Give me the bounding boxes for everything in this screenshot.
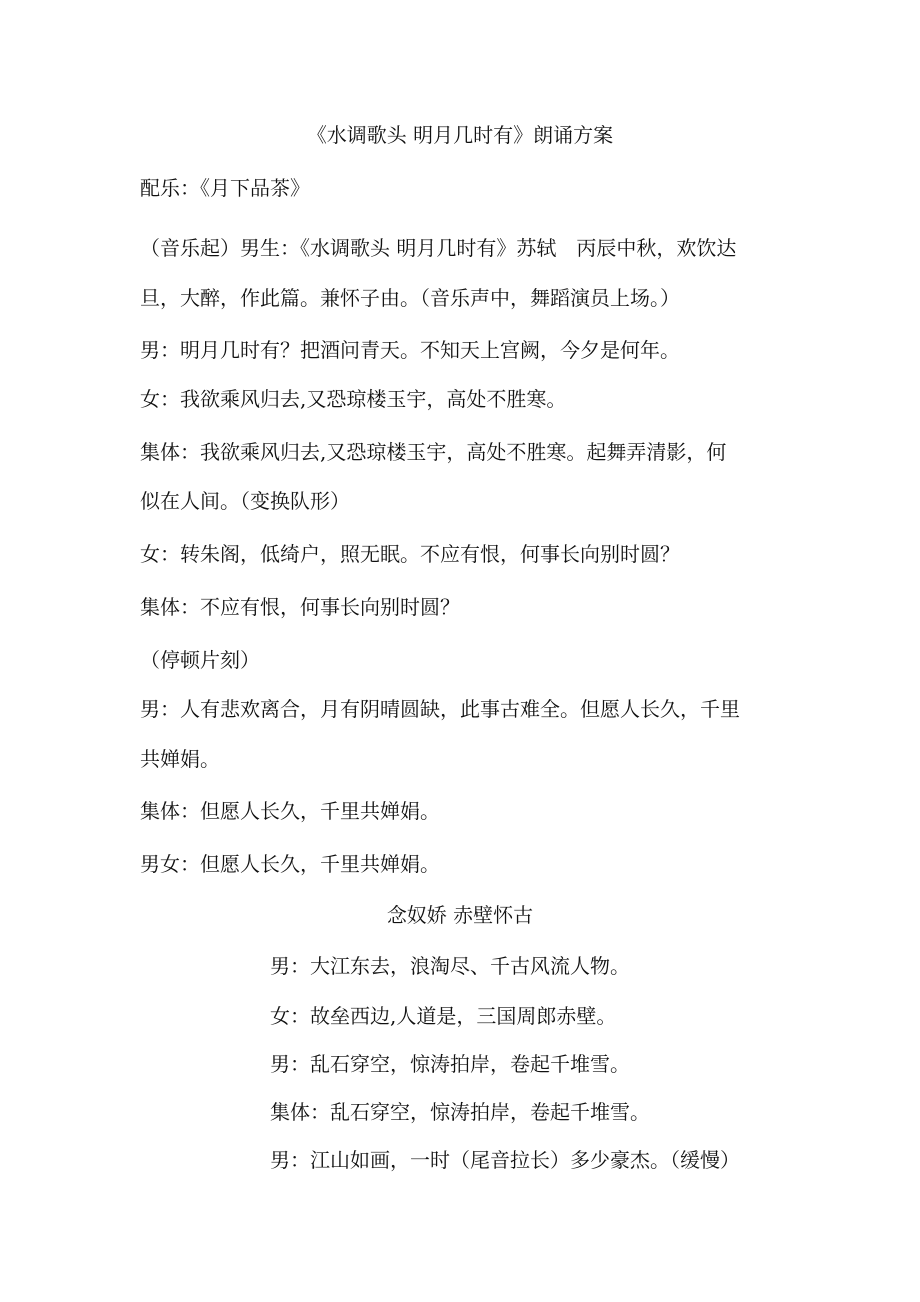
text-line: 女：我欲乘风归去,又恐琼楼玉宇，高处不胜寒。	[140, 387, 567, 411]
poem-line: 女：故垒西边,人道是，三国周郎赤壁。	[270, 1004, 617, 1028]
text-line: 共婵娟。	[140, 747, 220, 771]
text-line: 旦，大醉，作此篇。兼怀子由。（音乐声中，舞蹈演员上场。）	[140, 286, 680, 310]
document-title: 《水调歌头 明月几时有》朗诵方案	[306, 123, 614, 147]
text-line: 集体：我欲乘风归去,又恐琼楼玉宇，高处不胜寒。起舞弄清影，何	[140, 440, 727, 464]
music-line: 配乐：《月下品茶》	[140, 176, 310, 200]
poem-line: 集体：乱石穿空，惊涛拍岸，卷起千堆雪。	[270, 1100, 650, 1124]
text-line: 集体：但愿人长久，千里共婵娟。	[140, 799, 440, 823]
text-line: （音乐起）男生：《水调歌头 明月几时有》苏轼 丙辰中秋，欢饮达	[140, 236, 737, 260]
poem-title: 念奴娇 赤壁怀古	[386, 903, 534, 927]
text-line: 女：转朱阁，低绮户，照无眠。不应有恨，何事长向别时圆？	[140, 542, 680, 566]
poem-line: 男：大江东去，浪淘尽、千古风流人物。	[270, 954, 630, 978]
poem-line: 男：乱石穿空，惊涛拍岸，卷起千堆雪。	[270, 1052, 630, 1076]
text-line: 男：人有悲欢离合，月有阴晴圆缺，此事古难全。但愿人长久，千里	[140, 697, 740, 721]
poem-line: 男：江山如画，一时（尾音拉长）多少豪杰。（缓慢）	[270, 1148, 740, 1172]
text-line: （停顿片刻）	[140, 648, 260, 672]
text-line: 似在人间。（变换队形）	[140, 489, 350, 513]
text-line: 集体：不应有恨，何事长向别时圆？	[140, 595, 460, 619]
text-line: 男：明月几时有？把酒问青天。不知天上宫阙，今夕是何年。	[140, 338, 680, 362]
text-line: 男女：但愿人长久，千里共婵娟。	[140, 852, 440, 876]
